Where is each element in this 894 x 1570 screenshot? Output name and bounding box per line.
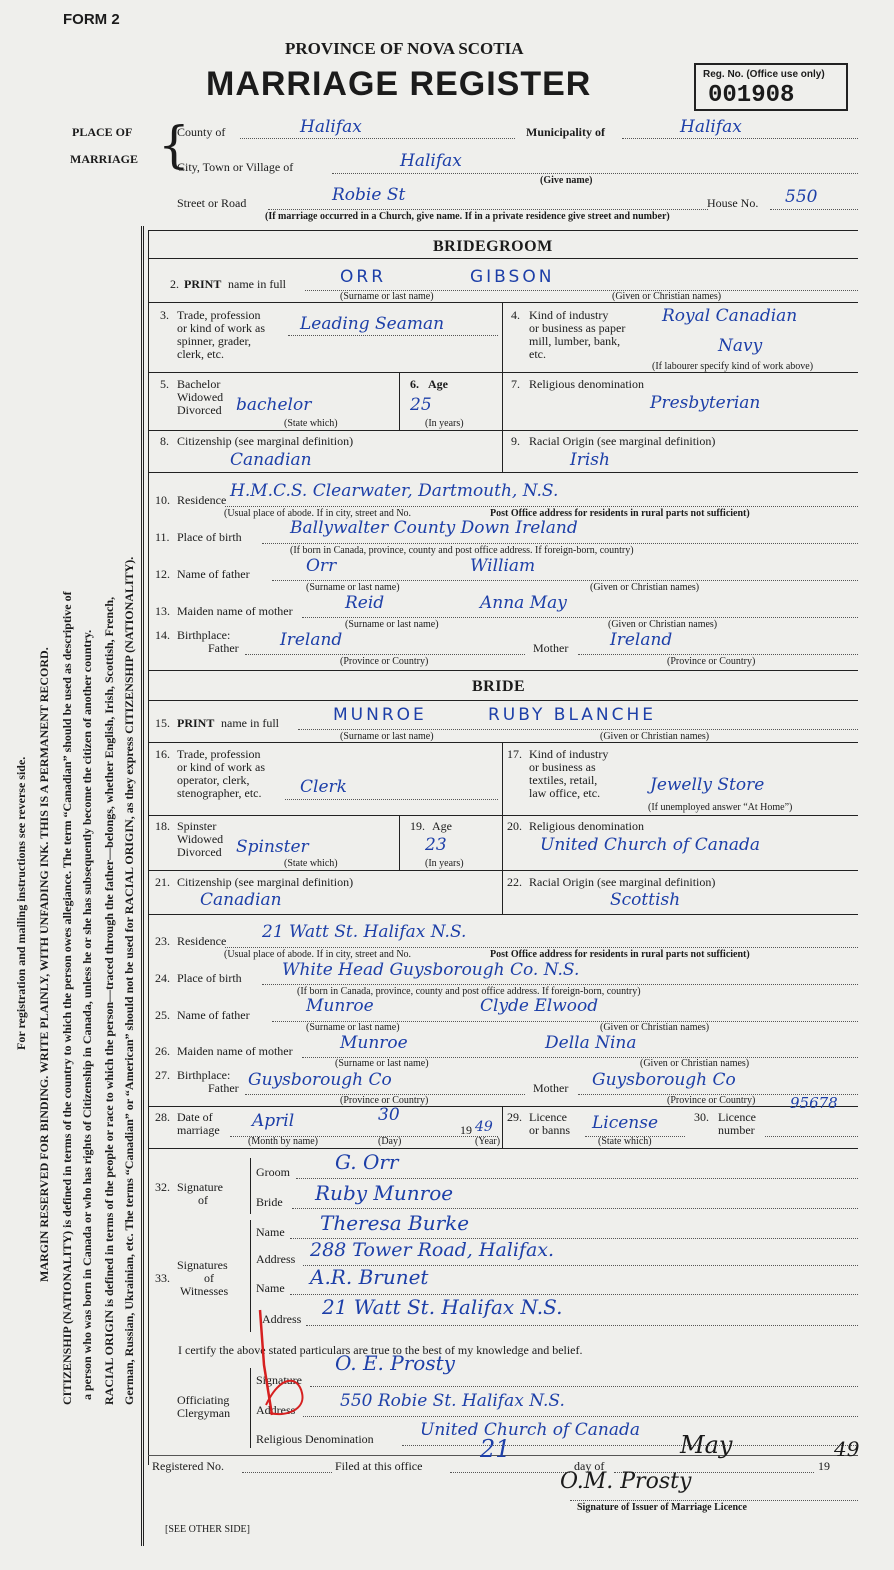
bridegroom-heading: BRIDEGROOM <box>433 238 553 255</box>
groom-surname: ORR <box>340 267 387 287</box>
margin-line-4: a person who was born in Canada or who has rights of Citizenship in Canada, unless he or she has subsequently become the citizen of another country. <box>80 629 94 1400</box>
bride-age: 23 <box>425 835 447 855</box>
groom-status: bachelor <box>236 395 312 415</box>
groom-residence: H.M.C.S. Clearwater, Dartmouth, N.S. <box>230 481 559 501</box>
witness-1-name: Theresa Burke <box>320 1211 470 1235</box>
groom-age: 25 <box>410 395 432 415</box>
licence-number: 95678 <box>790 1094 838 1112</box>
bride-residence: 21 Watt St. Halifax N.S. <box>262 922 467 942</box>
bride-father-surname: Munroe <box>306 996 374 1016</box>
house-value: 550 <box>785 187 818 207</box>
red-check-mark <box>240 1305 320 1425</box>
bride-father-given: Clyde Elwood <box>480 996 599 1016</box>
house-label: House No. <box>707 196 759 210</box>
city-label: City, Town or Village of <box>177 160 294 174</box>
witness-1-address: 288 Tower Road, Halifax. <box>310 1239 555 1261</box>
bride-surname: MUNROE <box>333 705 427 725</box>
page-title: MARRIAGE REGISTER <box>206 65 592 103</box>
bride-citizenship: Canadian <box>200 890 282 910</box>
clergy-address: 550 Robie St. Halifax N.S. <box>340 1391 565 1411</box>
witness-2-address: 21 Watt St. Halifax N.S. <box>322 1295 563 1319</box>
bride-mother-surname: Munroe <box>340 1033 408 1053</box>
margin-line-1: For registration and mailing instructions see reverse side. <box>14 756 28 1050</box>
filed-year: 49 <box>834 1437 860 1461</box>
form-number: FORM 2 <box>63 11 120 28</box>
groom-mother-given: Anna May <box>480 593 567 613</box>
street-value: Robie St <box>332 185 406 205</box>
bride-mother-birthplace: Guysborough Co <box>592 1070 736 1090</box>
bride-status: Spinster <box>236 837 309 857</box>
bride-racial: Scottish <box>610 890 681 910</box>
municipality-value: Halifax <box>680 117 742 137</box>
place-note: (If marriage occurred in a Church, give name. If in a private residence give street and number) <box>265 211 670 222</box>
bride-birthplace: White Head Guysborough Co. N.S. <box>282 960 580 980</box>
groom-mother-birthplace: Ireland <box>610 630 673 650</box>
groom-father-surname: Orr <box>306 556 337 576</box>
groom-father-given: William <box>470 556 536 576</box>
city-value: Halifax <box>400 151 462 171</box>
marriage-year: 49 <box>475 1119 493 1135</box>
county-label: County of <box>177 125 226 139</box>
witness-2-name: A.R. Brunet <box>310 1265 429 1289</box>
certification: I certify the above stated particulars are true to the best of my knowledge and belief. <box>178 1343 583 1357</box>
margin-line-5: RACIAL ORIGIN is defined in terms of the people or race to which the person—traced through the father—belongs, whether English, Irish, Scottish, French, <box>102 596 116 1405</box>
margin-line-6: German, Russian, Ukrainian, etc. The terms “Canadian” or “American” should not be used for RACIAL ORIGIN, as they express CITIZENSHIP (NATIONALITY). <box>122 556 136 1405</box>
county-value: Halifax <box>300 117 362 137</box>
bride-given: RUBY BLANCHE <box>488 705 657 725</box>
bride-religion: United Church of Canada <box>540 835 760 855</box>
groom-print-label: PRINT <box>184 277 222 291</box>
marriage-day: 30 <box>378 1105 400 1125</box>
groom-signature: G. Orr <box>335 1150 399 1174</box>
street-label: Street or Road <box>177 196 247 210</box>
groom-birthplace: Ballywalter County Down Ireland <box>290 518 578 538</box>
groom-given: GIBSON <box>470 267 555 287</box>
groom-religion: Presbyterian <box>650 393 761 413</box>
margin-line-3: CITIZENSHIP (NATIONALITY) is defined in terms of the country to which the person owes allegiance. The term “Canadian” should be used as descriptive of <box>60 591 74 1405</box>
bride-father-birthplace: Guysborough Co <box>248 1070 392 1090</box>
place-brace: { <box>158 116 190 174</box>
bride-mother-given: Della Nina <box>545 1033 637 1053</box>
groom-citizenship: Canadian <box>230 450 312 470</box>
bride-industry: Jewelly Store <box>650 775 765 795</box>
issuer-signature: O.M. Prosty <box>560 1469 692 1494</box>
clergy-signature: O. E. Prosty <box>335 1351 455 1375</box>
margin-line-2: MARGIN RESERVED FOR BINDING. WRITE PLAINLY, WITH UNFADING INK. THIS IS A PERMANENT RECORD. <box>37 647 51 1282</box>
groom-racial: Irish <box>570 450 610 470</box>
municipality-label: Municipality of <box>526 125 606 139</box>
filed-day: 21 <box>480 1435 511 1463</box>
filed-month: May <box>680 1431 733 1459</box>
bride-signature: Ruby Munroe <box>315 1181 454 1205</box>
reg-label: Reg. No. (Office use only) <box>703 69 825 80</box>
groom-trade: Leading Seaman <box>300 314 445 334</box>
place-label-2: MARRIAGE <box>70 152 138 166</box>
bride-heading: BRIDE <box>472 678 526 695</box>
marriage-month: April <box>252 1111 295 1131</box>
licence-type: License <box>592 1113 659 1133</box>
province-title: PROVINCE OF NOVA SCOTIA <box>285 39 524 58</box>
bride-trade: Clerk <box>300 777 347 797</box>
place-label-1: PLACE OF <box>72 125 133 139</box>
groom-father-birthplace: Ireland <box>280 630 343 650</box>
give-name-caption: (Give name) <box>540 175 593 186</box>
reg-number: 001908 <box>708 82 795 109</box>
clergy-denomination: United Church of Canada <box>420 1420 640 1440</box>
groom-mother-surname: Reid <box>345 593 385 613</box>
bride-print-label: PRINT <box>177 716 215 730</box>
groom-industry-1: Royal Canadian <box>662 306 798 326</box>
groom-industry-2: Navy <box>718 336 763 356</box>
